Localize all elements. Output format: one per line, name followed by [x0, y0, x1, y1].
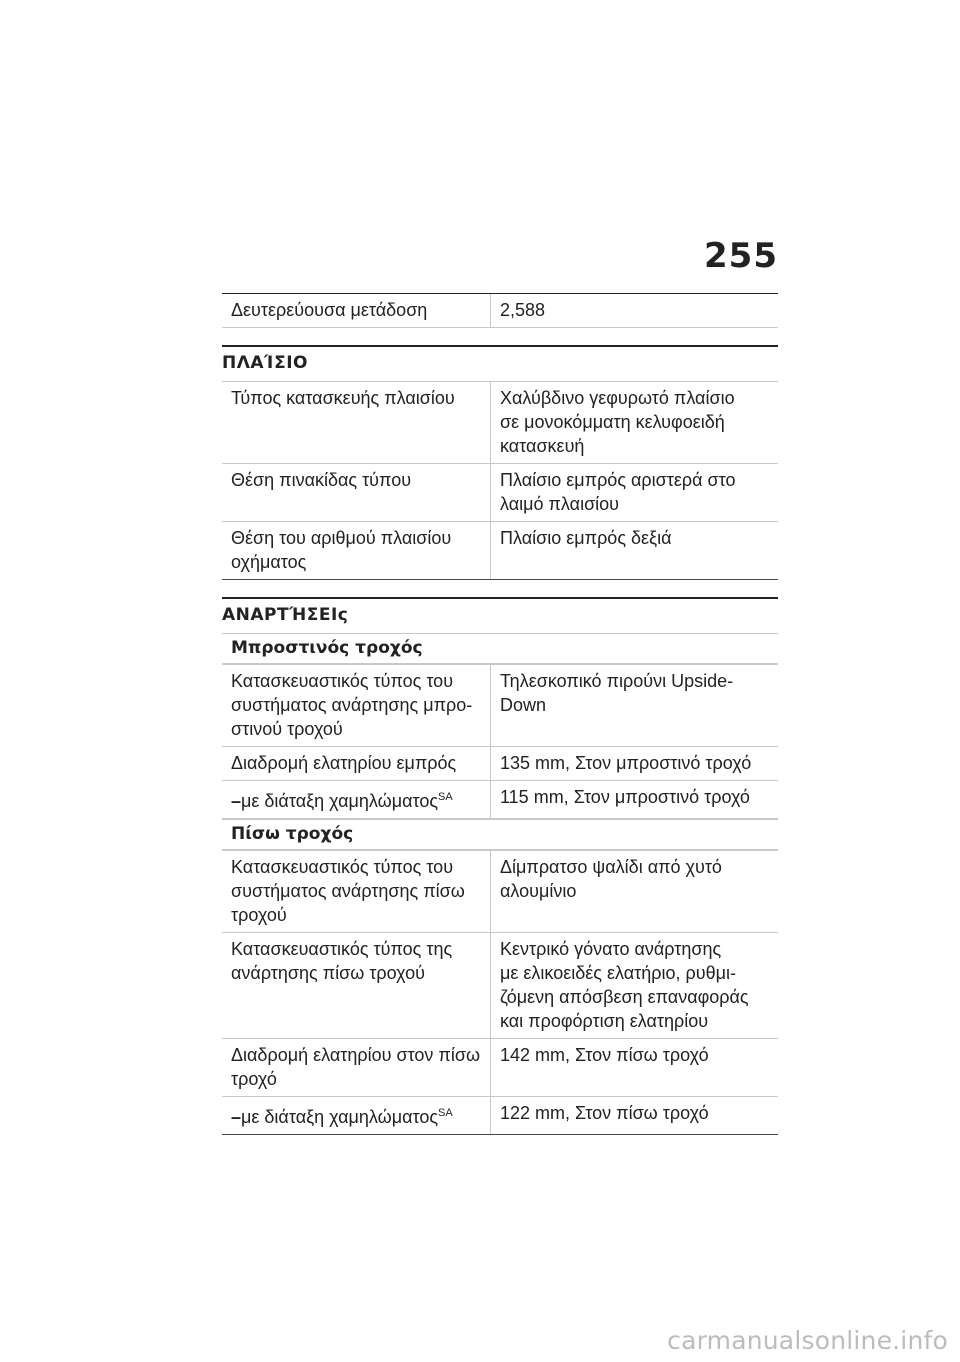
- spec-label: Διαδρομή ελατηρίου στον πίσω τροχό: [231, 1045, 481, 1089]
- section-title-suspension: ΑΝΑΡΤΉΣΕΙς: [222, 597, 778, 633]
- spec-row-secondary-ratio: [222, 293, 778, 328]
- page-number: 255: [704, 236, 778, 276]
- spec-row-front-type: [222, 664, 778, 747]
- spec-value: Κεντρικό γόνατο ανάρτησης με ελικοειδές ελατήριο, ρυθμι- ζόμενη απόσβεση επαναφοράς και προφόρτιση ελατηρίου: [490, 933, 778, 1038]
- spec-row-rear-suspension: [222, 933, 778, 1039]
- spec-label: Θέση του αριθμού πλαισίου οχήματος: [231, 528, 452, 572]
- spec-label: Δευτερεύουσα μετάδοση: [231, 300, 428, 320]
- spec-value: 115 mm, Στον μπροστινό τροχό: [490, 781, 778, 818]
- section-title-frame: ΠΛΑΊΣΙΟ: [222, 345, 778, 381]
- spec-row-rear-travel: [222, 1039, 778, 1097]
- spec-row-rear-lowered: [222, 1097, 778, 1135]
- spec-label: Κατασκευαστικός τύπος της ανάρτησης πίσω τροχού: [231, 939, 453, 983]
- spec-label: Κατασκευαστικός τύπος του συστήματος ανάρτησης πίσω τροχού: [231, 857, 465, 925]
- spec-label: Διαδρομή ελατηρίου εμπρός: [231, 753, 457, 773]
- spec-row-type-plate: [222, 464, 778, 522]
- spec-value: Χαλύβδινο γεφυρωτό πλαίσιο σε μονοκόμματη κελυφοειδή κατασκευή: [490, 382, 778, 463]
- spec-value: 135 mm, Στον μπροστινό τροχό: [490, 747, 778, 780]
- spec-value: 122 mm, Στον πίσω τροχό: [490, 1097, 778, 1134]
- spec-value: Τηλεσκοπικό πιρούνι Upside- Down: [490, 665, 778, 746]
- spec-row-front-travel: [222, 747, 778, 781]
- spec-value: Πλαίσιο εμπρός δεξιά: [490, 522, 778, 579]
- spec-label: [222, 781, 490, 818]
- lowering-label: με διάταξη χαμηλώματος: [241, 791, 439, 811]
- subhead-rear-wheel: Πίσω τροχός: [222, 819, 778, 850]
- dash-marker: –: [231, 791, 242, 811]
- spec-label: [222, 1097, 490, 1134]
- sa-marker: SA: [438, 1107, 453, 1119]
- lowering-label: με διάταξη χαμηλώματος: [241, 1107, 439, 1127]
- sa-marker: SA: [438, 791, 453, 803]
- spec-label: Θέση πινακίδας τύπου: [231, 470, 412, 490]
- spec-row-rear-type: [222, 850, 778, 933]
- spec-content: [222, 293, 778, 1135]
- subhead-front-wheel: Μπροστινός τροχός: [222, 633, 778, 664]
- watermark-text: carmanualsonline.info: [667, 1326, 948, 1355]
- spec-value: Δίμπρατσο ψαλίδι από χυτό αλουμίνιο: [490, 851, 778, 932]
- spec-label: Κατασκευαστικός τύπος του συστήματος ανάρτησης μπρο- στινού τροχού: [231, 671, 473, 739]
- spec-label: Τύπος κατασκευής πλαισίου: [231, 388, 455, 408]
- spec-value: 142 mm, Στον πίσω τροχό: [490, 1039, 778, 1096]
- spec-row-front-lowered: [222, 781, 778, 819]
- spec-value: Πλαίσιο εμπρός αριστερά στο λαιμό πλαισίου: [490, 464, 778, 521]
- spec-row-frame-type: [222, 381, 778, 464]
- dash-marker: –: [231, 1107, 242, 1127]
- spec-value: 2,588: [490, 294, 778, 327]
- spec-row-vin-location: [222, 522, 778, 580]
